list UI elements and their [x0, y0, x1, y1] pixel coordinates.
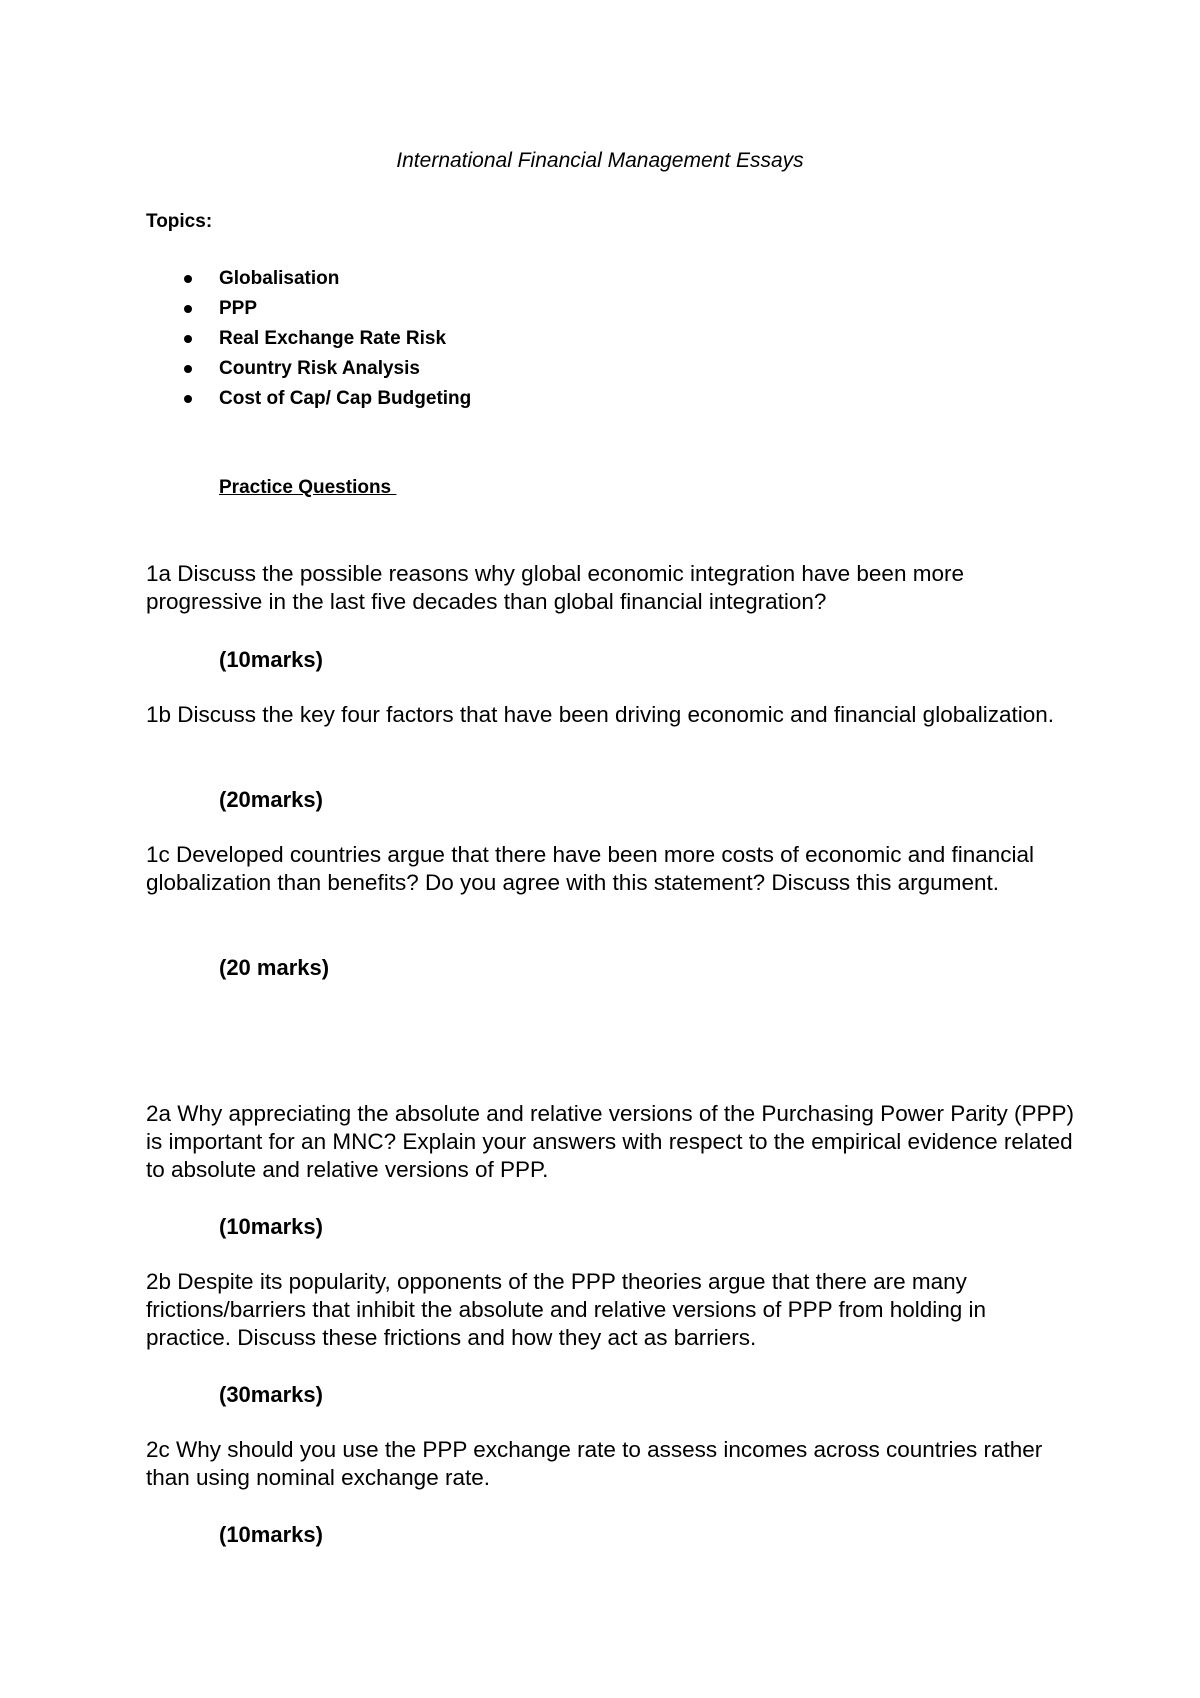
- topic-label: Country Risk Analysis: [219, 358, 420, 379]
- topic-label: Globalisation: [219, 268, 340, 289]
- bullet-icon: [184, 395, 192, 403]
- question-1c: 1c Developed countries argue that there have been more costs of economic and financial globalization than benefits? Do you agree with this statement? Discuss this argument.: [146, 842, 1035, 895]
- question-1b-marks: (20marks): [219, 787, 323, 812]
- bullet-icon: [184, 305, 192, 313]
- question-1a: 1a Discuss the possible reasons why global economic integration have been more progressive in the last five decades than global financial integration?: [146, 561, 964, 614]
- question-2c-marks: (10marks): [219, 1522, 323, 1547]
- question-2b-marks: (30marks): [219, 1382, 323, 1407]
- document-title: International Financial Management Essays: [396, 149, 804, 172]
- topic-label: PPP: [219, 298, 258, 319]
- topic-label: Real Exchange Rate Risk: [219, 328, 447, 349]
- bullet-icon: [184, 365, 192, 373]
- question-1c-marks: (20 marks): [219, 955, 330, 980]
- question-1a-marks: (10marks): [219, 647, 323, 672]
- practice-questions-heading: Practice Questions: [219, 477, 397, 498]
- question-2b: 2b Despite its popularity, opponents of the PPP theories argue that there are many frictions/barriers that inhibit the absolute and relative versions of PPP from holding in practice. Discuss these frictions and how they act as barriers.: [146, 1269, 987, 1350]
- question-2a: 2a Why appreciating the absolute and relative versions of the Purchasing Power Parity (PPP) is important for an MNC? Explain your answers with respect to the empirical evidence related to absolute and relative versions of PPP.: [146, 1101, 1074, 1182]
- topic-label: Cost of Cap/ Cap Budgeting: [219, 388, 472, 409]
- bullet-icon: [184, 275, 192, 283]
- topics-heading: Topics:: [146, 211, 213, 232]
- question-2c: 2c Why should you use the PPP exchange rate to assess incomes across countries rather than using nominal exchange rate.: [146, 1437, 1043, 1490]
- question-2a-marks: (10marks): [219, 1214, 323, 1239]
- question-1b: 1b Discuss the key four factors that have been driving economic and financial globalization.: [146, 702, 1055, 727]
- bullet-icon: [184, 335, 192, 343]
